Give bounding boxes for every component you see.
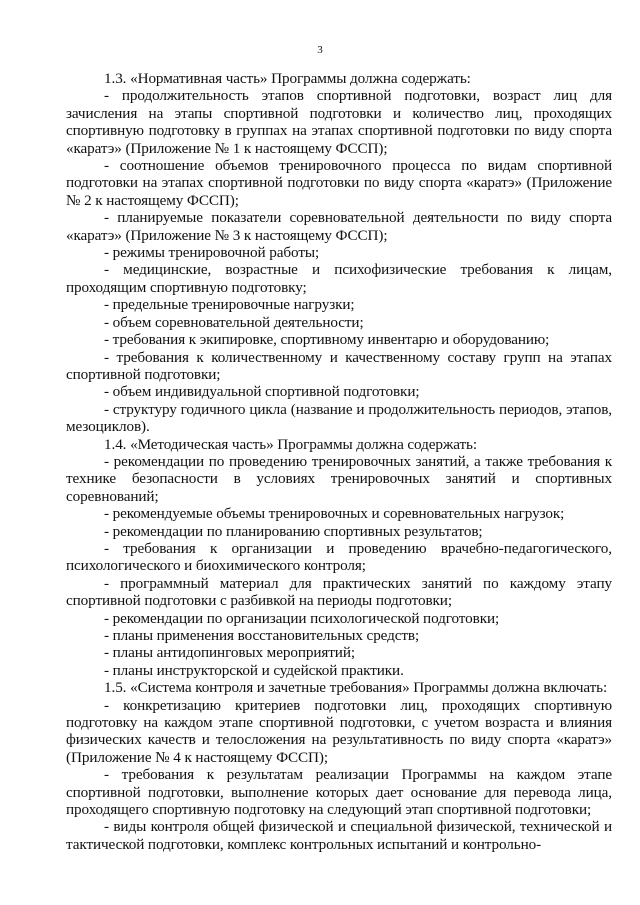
list-item: - конкретизацию критериев подготовки лиц, проходящих спортивную подготовку на каждом этапе спортивной подготовки, с учетом возраста и влияния физических качеств и телосложения на результативность по виду спорта «каратэ» (Приложение № 4 к настоящему ФССП); [66, 696, 612, 766]
list-item: - требования к организации и проведению врачебно-педагогического, психологического и биохимического контроля; [66, 539, 612, 575]
list-item: - планы антидопинговых мероприятий; [104, 644, 355, 662]
list-item: - рекомендуемые объемы тренировочных и соревновательных нагрузок; [104, 505, 565, 523]
list-item: - медицинские, возрастные и психофизические требования к лицам, проходящим спортивную подготовку; [66, 261, 612, 296]
list-item: - планы применения восстановительных средств; [104, 627, 420, 644]
list-item: - планы инструкторской и судейской практики. [104, 661, 404, 679]
list-item: - структуру годичного цикла (название и продолжительность периодов, этапов, мезоциклов). [66, 400, 612, 436]
list-item: - виды контроля общей физической и специальной физической, технической и тактической подготовки, комплекс контрольных испытаний и контрольно- [66, 818, 612, 853]
page-number: 3 [317, 44, 323, 56]
list-item: - соотношение объемов тренировочного процесса по видам спортивной подготовки на этапах спортивной подготовки по виду спорта «каратэ» (Приложение № 2 к настоящему ФССП); [66, 157, 612, 209]
list-item: - объем индивидуальной спортивной подготовки; [104, 383, 420, 401]
list-item: - программный материал для практических занятий по каждому этапу спортивной подготовки с разбивкой на периоды подготовки; [66, 574, 612, 610]
list-item: - объем соревновательной деятельности; [104, 313, 364, 331]
list-item: - рекомендации по планированию спортивных результатов; [104, 522, 483, 540]
list-item: - рекомендации по проведению тренировочных занятий, а также требования к технике безопасности в условиях тренировочных занятий и спортивных соревнований; [66, 452, 612, 505]
list-item: - рекомендации по организации психологической подготовки; [104, 609, 500, 627]
list-item: - продолжительность этапов спортивной подготовки, возраст лиц для зачисления на этапы спортивной подготовки и количество лиц, проходящих спортивную подготовку в группах на этапах спортивной подготовки по виду спорта «каратэ» (Приложение № 1 к настоящему ФССП); [66, 87, 612, 157]
list-item: - режимы тренировочной работы; [104, 244, 320, 262]
section-heading-1-5: 1.5. «Система контроля и зачетные требования» Программы должна включать: [104, 679, 608, 697]
document-body [66, 70, 612, 853]
list-item: - предельные тренировочные нагрузки; [104, 296, 355, 314]
list-item: - требования к экипировке, спортивному инвентарю и оборудованию; [104, 331, 550, 349]
section-heading-1-3: 1.3. «Нормативная часть» Программы должна содержать: [104, 70, 471, 87]
list-item: - планируемые показатели соревновательной деятельности по виду спорта «каратэ» (Приложение № 3 к настоящему ФССП); [66, 209, 612, 244]
section-heading-1-4: 1.4. «Методическая часть» Программы должна содержать: [104, 435, 477, 453]
list-item: - требования к количественному и качественному составу групп на этапах спортивной подготовки; [66, 348, 612, 383]
list-item: - требования к результатам реализации Программы на каждом этапе спортивной подготовки, выполнение которых дает основание для перевода лица, проходящего спортивную подготовку на следующий этап спортивной подготовки; [66, 766, 612, 819]
